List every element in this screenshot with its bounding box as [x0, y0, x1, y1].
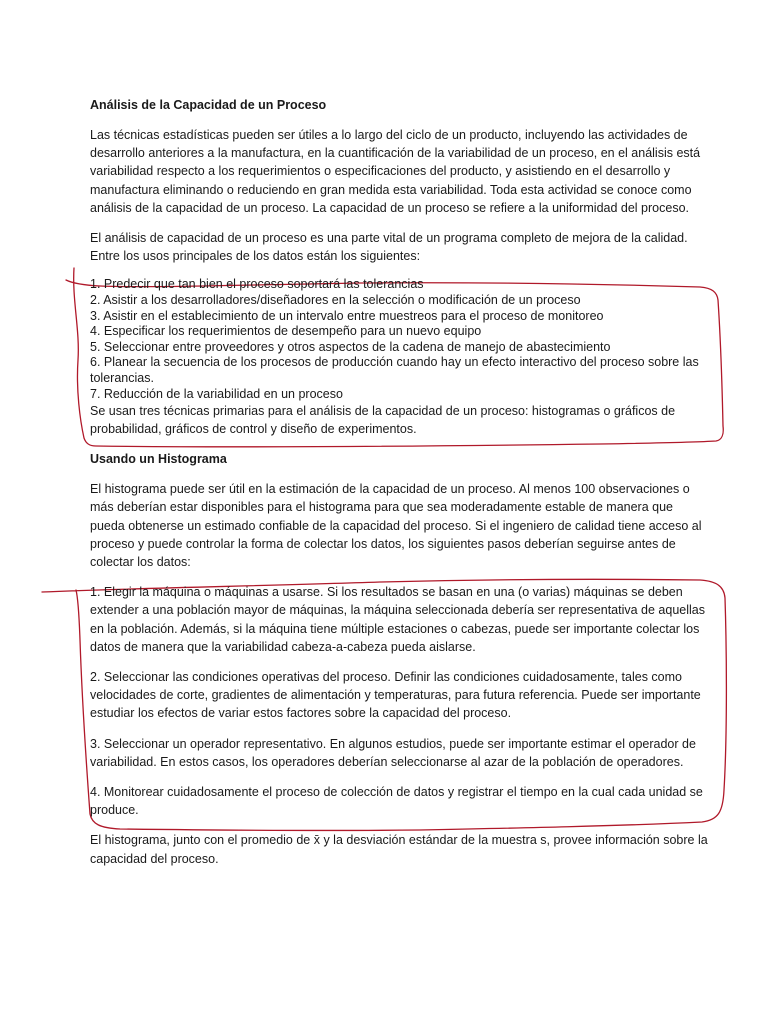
uses-summary: Se usan tres técnicas primarias para el análisis de la capacidad de un proceso: histogramas o gráficos de probabilidad, gráficos de control y diseño de experimentos.	[90, 404, 676, 437]
step-item: 4. Monitorear cuidadosamente el proceso de colección de datos y registrar el tiempo en la cual cada unidad se produce.	[90, 785, 703, 818]
closing-paragraph: El histograma, junto con el promedio de x̄ y la desviación estándar de la muestra s, provee información sobre la capacidad del proceso.	[90, 833, 708, 866]
list-item: 4. Especificar los requerimientos de desempeño para un nuevo equipo	[90, 324, 482, 339]
section-title-histogram: Usando un Histograma	[90, 452, 227, 467]
step-item: 1. Elegir la máquina o máquinas a usarse. Si los resultados se basan en una (o varias) máquinas se deben extender a una población mayor de máquinas, la máquina seleccionada debería ser representativa de aquellas en la población. Además, si la máquina tiene múltiple estaciones o cabezas, puede ser importante colectar los datos de manera que la variabilidad cabeza-a-cabeza pueda aislarse.	[90, 585, 705, 654]
histogram-paragraph: El histograma puede ser útil en la estimación de la capacidad de un proceso. Al menos 100 observaciones o más deberían estar disponibles para el histograma para que sea moderadamente estable de manera que pueda obtenerse un estimado confiable de la capacidad del proceso. Si el ingeniero de calidad tiene acceso al proceso y puede controlar la forma de colectar los datos, los siguientes pasos deberían seguirse antes de colectar los datos:	[90, 482, 702, 569]
document-page	[90, 96, 710, 880]
list-item: 7. Reducción de la variabilidad en un proceso	[90, 386, 343, 401]
list-item: 2. Asistir a los desarrolladores/diseñadores en la selección o modificación de un proceso	[90, 293, 581, 308]
intro-paragraph-2: El análisis de capacidad de un proceso es una parte vital de un programa completo de mejora de la calidad. Entre los usos principales de los datos están los siguientes:	[90, 231, 688, 264]
step-item: 2. Seleccionar las condiciones operativas del proceso. Definir las condiciones cuidadosamente, tales como velocidades de corte, gradientes de alimentación y temperaturas, para futura referencia. Puede ser importante estudiar los efectos de variar estos factores sobre la capacidad del proceso.	[90, 670, 701, 721]
list-item: 5. Seleccionar entre proveedores y otros aspectos de la cadena de manejo de abastecimiento	[90, 339, 611, 354]
list-item: 3. Asistir en el establecimiento de un intervalo entre muestreos para el proceso de monitoreo	[90, 308, 604, 323]
step-item: 3. Seleccionar un operador representativo. En algunos estudios, puede ser importante estimar el operador de variabilidad. En estos casos, los operadores deberían seleccionarse al azar de la población de operadores.	[90, 736, 696, 769]
steps-list	[90, 583, 710, 819]
intro-paragraph-1: Las técnicas estadísticas pueden ser útiles a lo largo del ciclo de un producto, incluyendo las actividades de desarrollo anteriores a la manufactura, en la cuantificación de la variabilidad de un proceso, en el análisis está variabilidad respecto a los requerimientos o especificaciones del producto, y asistiendo en el desarrollo y manufactura eliminando o reduciendo en gran medida esta variabilidad. Toda esta actividad se conoce como análisis de la capacidad de un proceso. La capacidad de un proceso se refiere a la uniformidad del proceso.	[90, 128, 701, 215]
list-item: 6. Planear la secuencia de los procesos de producción cuando hay un efecto interactivo del proceso sobre las tolerancias.	[90, 355, 699, 385]
uses-list	[90, 277, 710, 438]
list-item: 1. Predecir que tan bien el proceso soportará las tolerancias	[90, 277, 424, 292]
document-title: Análisis de la Capacidad de un Proceso	[90, 98, 327, 112]
